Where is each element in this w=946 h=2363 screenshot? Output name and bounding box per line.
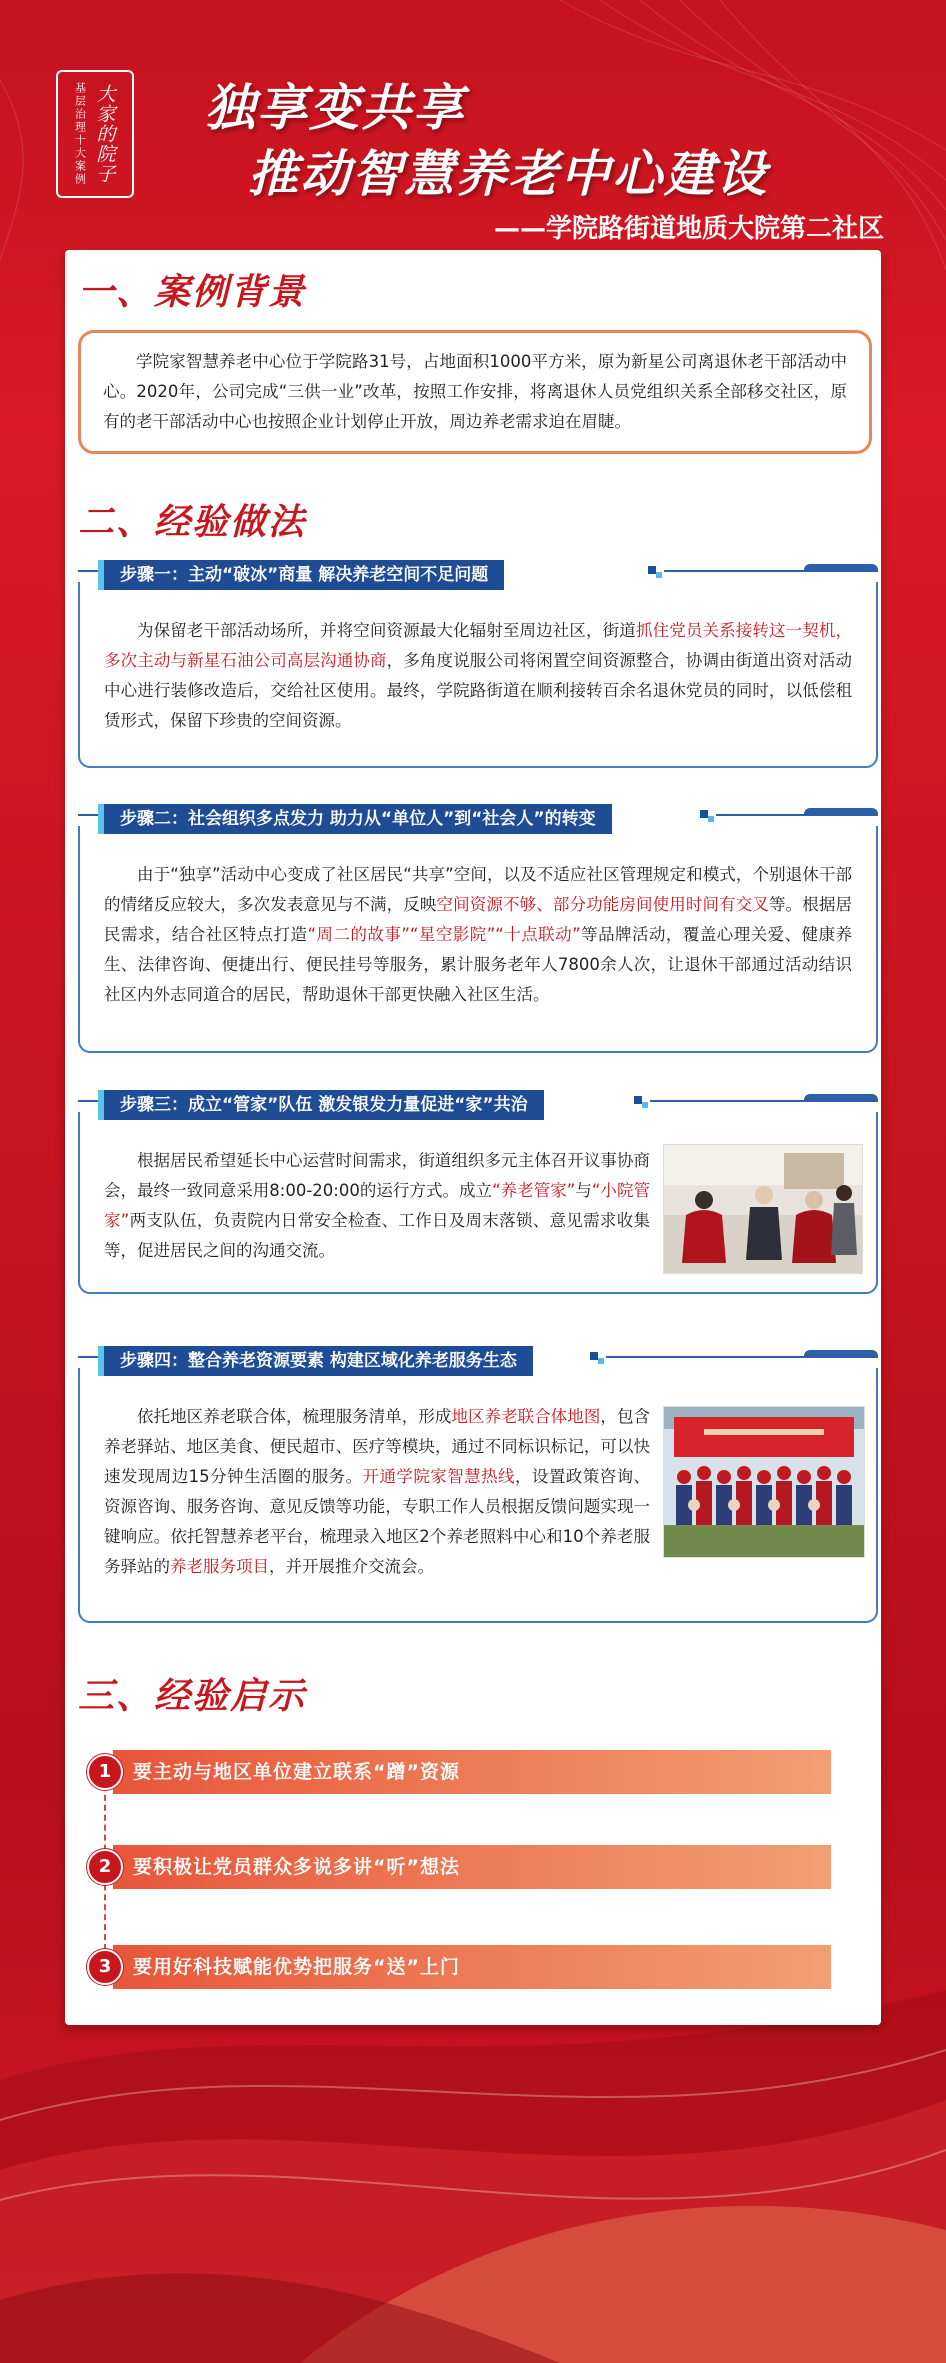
background-box (78, 330, 872, 454)
step-4-highlight-2: 开通学院家智慧热线 (362, 1467, 515, 1486)
lesson-number-3: 3 (87, 1949, 123, 1985)
step-2-highlight-2: “周二的故事”“星空影院”“十点联动” (307, 925, 581, 944)
lessons-list (65, 1725, 881, 1985)
lesson-number-1: 1 (87, 1754, 123, 1790)
step-1-highlight: 抓住党员关系接转这一契机，多次主动与新星石油公司高层沟通协商 (104, 621, 853, 670)
step-4-text: 依托地区养老联合体，梳理服务清单，形成地区养老联合体地图，包含养老驿站、地区美食、便民超市、医疗等模块，通过不同标识标记，可以快速发现周边15分钟生活圈的服务。开通学院家智慧热线，设置政策咨询、资源咨询、服务咨询、意见反馈等功能，专职工作人员根据反馈问题实现一键响应。依托智慧养老平台，梳理录入地区2个养老照料中心和10个养老服务驿站的养老服务项目，并开展推介交流会。 (104, 1407, 651, 1576)
title-line-2: 推动智慧养老中心建设 (248, 145, 768, 203)
step-3-highlight-2: “小院管家” (104, 1181, 650, 1230)
step-2-text: 由于“独享”活动中心变成了社区居民“共享”空间，以及不适应社区管理规定和模式，个别退休干部的情绪反应较大，多次发表意见与不满，反映空间资源不够、部分功能房间使用时间有交叉等。根据居民需求，结合社区特点打造“周二的故事”“星空影院”“十点联动”等品牌活动，覆盖心理关爱、健康养生、法律咨询、便捷出行、便民挂号等服务，累计服务老年人7800余人次，让退休干部通过活动结识社区内外志同道合的居民，帮助退休干部更快融入社区生活。 (104, 865, 853, 1004)
lesson-item-2: 要积极让党员群众多说多讲“听”想法 (113, 1845, 831, 1889)
logo-seal (56, 70, 134, 198)
content-panel (65, 250, 881, 2025)
step-2-label: 步骤二：社会组织多点发力 助力从“单位人”到“社会人”的转变 (98, 804, 612, 834)
section-title-practice: 二、经验做法 (78, 502, 307, 543)
step-3-text: 根据居民希望延长中心运营时间需求，街道组织多元主体召开议事协商会，最终一致同意采用8:00-20:00的运行方式。成立“养老管家”与“小院管家”两支队伍，负责院内日常安全检查、工作日及周末落锁、意见需求收集等，促进居民之间的沟通交流。 (104, 1151, 650, 1260)
haircut-photo (663, 1144, 863, 1274)
lesson-number-2: 2 (87, 1849, 123, 1885)
section-title-background: 一、案例背景 (78, 272, 307, 313)
seal-text-main: 大家的院子 (93, 84, 116, 184)
background-text: 学院家智慧养老中心位于学院路31号，占地面积1000平方米，原为新星公司离退休老干部活动中心。2020年，公司完成“三供一业”改革，按照工作安排，将离退休人员党组织关系全部移交社区，原有的老干部活动中心也按照企业计划停止开放，周边养老需求迫在眉睫。 (103, 352, 847, 431)
step-2-card (78, 808, 878, 1053)
title-line-1: 独享变共享 (205, 79, 465, 137)
step-3-highlight-1: “养老管家” (492, 1181, 576, 1200)
step-4-label: 步骤四：整合养老资源要素 构建区域化养老服务生态 (98, 1346, 533, 1376)
step-2-highlight-1: 空间资源不够、部分功能房间使用时间有交叉 (436, 895, 769, 914)
section-title-lessons: 三、经验启示 (78, 1676, 307, 1717)
lesson-item-3: 要用好科技赋能优势把服务“送”上门 (113, 1945, 831, 1989)
subtitle: ——学院路街道地质大院第二社区 (493, 214, 884, 244)
step-1-label: 步骤一：主动“破冰”商量 解决养老空间不足问题 (98, 560, 504, 590)
step-4-card (78, 1350, 878, 1623)
lesson-item-1: 要主动与地区单位建立联系“蹭”资源 (113, 1750, 831, 1794)
step-4-highlight-3: 养老服务项目 (170, 1557, 269, 1576)
step-1-text: 为保留老干部活动场所，并将空间资源最大化辐射至周边社区，街道抓住党员关系接转这一契机，多次主动与新星石油公司高层沟通协商，多角度说服公司将闲置空间资源整合，协调由街道出资对活动中心进行装修改造后，交给社区使用。最终，学院路街道在顺利接转百余名退休党员的同时，以低偿租赁形式，保留下珍贵的空间资源。 (104, 621, 853, 730)
group-photo (663, 1406, 865, 1558)
step-3-label: 步骤三：成立“管家”队伍 激发银发力量促进“家”共治 (98, 1090, 544, 1120)
seal-text-small: 基层治理十大案例 (73, 82, 87, 186)
step-1-card (78, 564, 878, 768)
step-3-card (78, 1094, 878, 1294)
step-4-highlight-1: 地区养老联合体地图 (451, 1407, 601, 1426)
